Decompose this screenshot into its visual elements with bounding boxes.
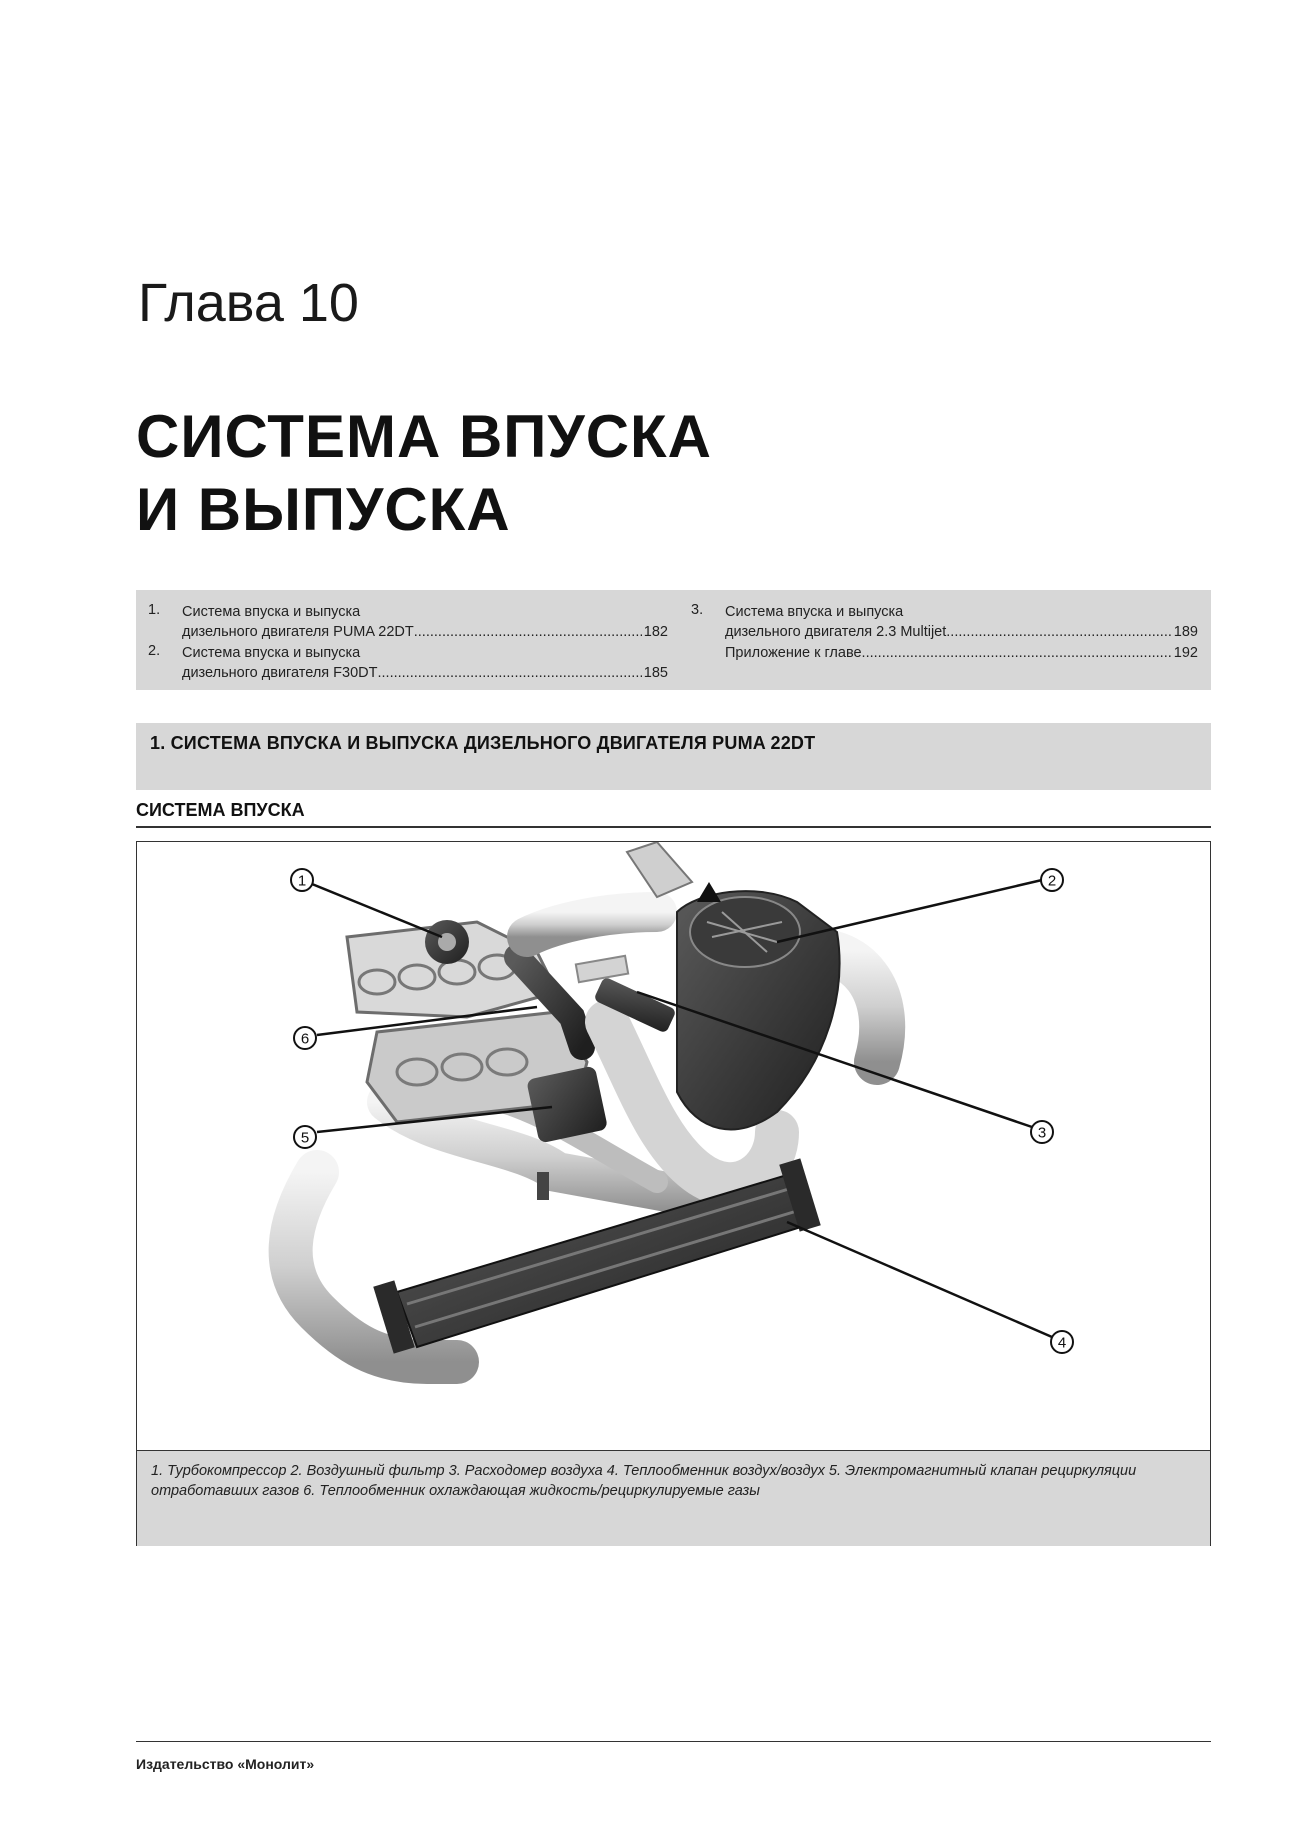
- toc-entry-1[interactable]: [148, 602, 668, 642]
- toc-entry-number: 1.: [148, 602, 161, 618]
- air-filter-inlet: [627, 842, 692, 897]
- figure-caption-box: [137, 1450, 1210, 1546]
- toc-entry-title-line2: дизельного двигателя PUMA 22DT: [182, 624, 414, 640]
- callout-number-3: 3: [1037, 1124, 1047, 1142]
- toc-leader-dots: [862, 643, 1172, 663]
- filter-emblem-icon: [697, 882, 721, 902]
- leader-line-4: [787, 1222, 1052, 1337]
- engine-illustration: [137, 842, 1210, 1450]
- leader-line-2: [777, 880, 1042, 942]
- intake-pipe-upper: [527, 912, 657, 937]
- figure-caption: 1. Турбокомпрессор 2. Воздушный фильтр 3. Расходомер воздуха 4. Теплообменник воздух/воздух 5. Электромагнитный клапан рециркуляции отработавших газов 6. Теплообменник охлаждающая жидкость/рециркулируемые газы: [151, 1463, 1137, 1499]
- toc-column-left: [148, 602, 668, 684]
- callout-number-1: 1: [297, 872, 307, 890]
- toc-entry-title-line1: Система впуска и выпуска: [725, 604, 904, 620]
- toc-entry-title-line2: дизельного двигателя F30DT: [182, 665, 378, 681]
- toc-entry-page: 182: [643, 624, 668, 640]
- toc-leader-dots: [414, 622, 642, 642]
- toc-entry-number: 2.: [148, 643, 161, 659]
- publisher-name: Издательство «Монолит»: [136, 1756, 315, 1772]
- callout-number-6: 6: [300, 1030, 310, 1048]
- callout-number-5: 5: [300, 1129, 310, 1147]
- chapter-label: Глава 10: [138, 273, 359, 333]
- toc-leader-dots: [946, 622, 1172, 642]
- section-title: 1. СИСТЕМА ВПУСКА И ВЫПУСКА ДИЗЕЛЬНОГО ДВИГАТЕЛЯ PUMA 22DT: [150, 733, 816, 753]
- toc-entry-page: 189: [1173, 624, 1198, 640]
- callout-number-2: 2: [1047, 872, 1057, 890]
- toc-entry-title-line1: Система впуска и выпуска: [182, 604, 361, 620]
- toc-entry-number: 3.: [691, 602, 704, 618]
- toc-entry-title-line1: Система впуска и выпуска: [182, 645, 361, 661]
- toc-leader-dots: [377, 663, 641, 683]
- chapter-title-line-2: И ВЫПУСКА: [136, 476, 511, 543]
- pipe-bracket: [537, 1172, 549, 1200]
- toc-column-right: [691, 602, 1198, 664]
- toc-entry-2[interactable]: [148, 643, 668, 683]
- subsection-divider: [136, 826, 1211, 828]
- footer-divider: [136, 1741, 1211, 1742]
- figure-intake-system: [136, 841, 1211, 1546]
- toc-entry-page: 185: [643, 665, 668, 681]
- toc-entry-page: 192: [1173, 645, 1198, 661]
- callout-number-4: 4: [1057, 1334, 1067, 1352]
- toc-entry-3[interactable]: [691, 602, 1198, 642]
- subsection-title: СИСТЕМА ВПУСКА: [136, 800, 305, 820]
- chapter-title-line-1: СИСТЕМА ВПУСКА: [136, 403, 713, 470]
- leader-line-1: [312, 884, 442, 937]
- toc-entry-title-line2: дизельного двигателя 2.3 Multijet: [725, 624, 947, 640]
- table-of-contents: [136, 590, 1211, 690]
- section-header: [136, 723, 1211, 790]
- chapter-title: [136, 400, 712, 546]
- toc-entry-appendix[interactable]: [691, 643, 1198, 663]
- toc-entry-title-line2: Приложение к главе: [725, 645, 862, 661]
